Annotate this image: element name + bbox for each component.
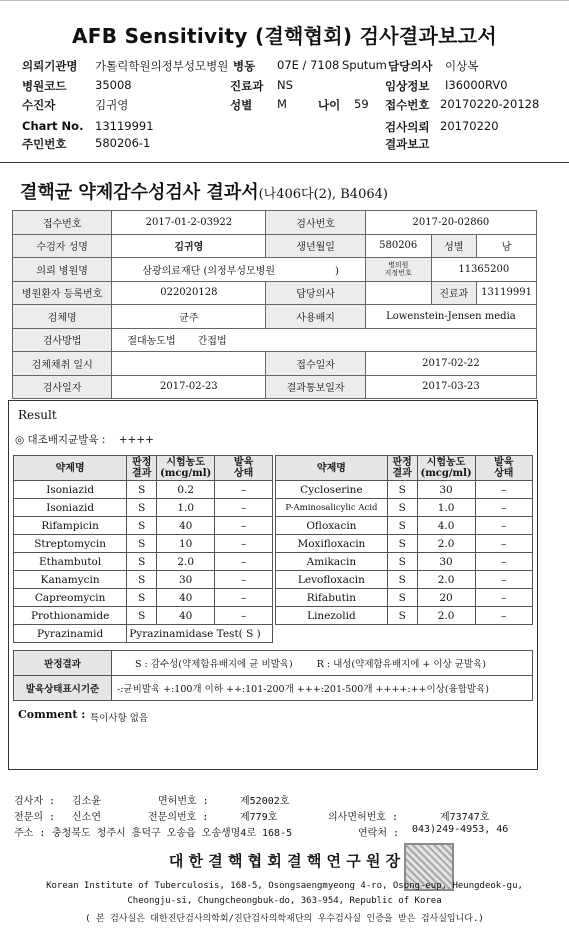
growth-state: – xyxy=(475,535,532,553)
table-row xyxy=(14,499,273,517)
table-row xyxy=(276,499,533,517)
col-growth xyxy=(215,456,273,481)
tester-label: 검사자 : xyxy=(14,796,56,807)
judge-result: S xyxy=(387,589,417,607)
reg-no-label: 병원환자 등록번호 xyxy=(13,281,112,305)
sex-value: M xyxy=(277,97,287,111)
judge-result: S xyxy=(127,499,157,517)
growth-state: – xyxy=(215,481,273,499)
table-header-row xyxy=(276,456,533,481)
hospital-name: 삼광의료재단 (의정부성모병원 xyxy=(142,265,275,277)
doctor-label: 담당의사 xyxy=(388,59,433,73)
phone-label: 연락처 : xyxy=(358,828,400,839)
table-row xyxy=(13,375,537,399)
notify-date-value: 2017-03-23 xyxy=(365,375,536,399)
judge-result: S xyxy=(127,535,157,553)
table-row xyxy=(13,281,537,305)
license-label: 면허번호 : xyxy=(158,796,209,807)
phone-value: 043)249-4953, 46 xyxy=(412,824,509,835)
col-judge-2: 결과 xyxy=(132,468,152,479)
table-row xyxy=(276,553,533,571)
growth-state: – xyxy=(475,589,532,607)
comment-label: Comment : xyxy=(18,708,86,721)
patient-label: 수진자 xyxy=(22,98,56,112)
growth-state: – xyxy=(215,607,273,625)
report-subtitle: (나406다(2), B4064) xyxy=(258,187,388,202)
judge-result: S xyxy=(127,481,157,499)
expert-no-value: 제779호 xyxy=(240,812,278,823)
table-row xyxy=(276,517,533,535)
tester-value: 김소윤 xyxy=(72,796,101,807)
notify-date-label: 결과통보일자 xyxy=(266,375,365,399)
drug-name: Isoniazid xyxy=(14,499,127,517)
growth-state: – xyxy=(215,499,273,517)
inst-label: 의뢰기관명 xyxy=(22,59,78,73)
col-growth-2: 상태 xyxy=(494,468,514,479)
hospital-value xyxy=(112,258,366,282)
test-conc: 2.0 xyxy=(417,607,475,625)
table-row xyxy=(13,328,537,352)
test-conc: 20 xyxy=(417,589,475,607)
table-row xyxy=(276,571,533,589)
table-row xyxy=(14,589,273,607)
hospital-paren: ) xyxy=(335,265,339,277)
address-label: 주소 : xyxy=(14,828,46,839)
judge-result: S xyxy=(387,607,417,625)
result-label: Result xyxy=(18,408,57,422)
table-header-row xyxy=(14,456,273,481)
method-label: 검사방법 xyxy=(13,328,112,352)
growth-state: – xyxy=(215,517,273,535)
test-conc: 30 xyxy=(417,481,475,499)
test-conc: 2.0 xyxy=(417,535,475,553)
drug-name: Amikacin xyxy=(276,553,388,571)
col-conc xyxy=(157,456,215,481)
chart-label: Chart No. xyxy=(22,119,84,133)
growth-state: – xyxy=(475,553,532,571)
md-no-value: 제73747호 xyxy=(440,812,490,823)
org-address-en-2: Cheongju-si, Chungcheongbuk-do, 363-954, Republic of Korea xyxy=(127,896,442,906)
ward-value: 07E / 7108 xyxy=(277,58,340,72)
pza-label: Pyrazinamid xyxy=(14,625,127,643)
patient-value: 김귀영 xyxy=(95,98,129,112)
judge-result: S xyxy=(127,553,157,571)
judge-result: S xyxy=(127,517,157,535)
judge-result: S xyxy=(127,589,157,607)
control-growth-label: ◎ 대조배지균발육 : xyxy=(15,434,106,446)
rrn-label: 주민번호 xyxy=(22,137,67,151)
growth-state: – xyxy=(475,571,532,589)
table-row xyxy=(14,651,533,676)
recv-label: 접수번호 xyxy=(385,98,430,112)
judge-result: S xyxy=(387,481,417,499)
test-conc: 4.0 xyxy=(417,517,475,535)
reg-no-value: 022020128 xyxy=(112,281,266,305)
comment-value: 특이사항 없음 xyxy=(90,713,149,724)
patient-info-table xyxy=(12,210,537,399)
growth-std-value: -:균비발육 +:100개 이하 ++:101-200개 +++:201-500개 ++++:++이상(융합발육) xyxy=(112,676,533,701)
method-value xyxy=(112,328,537,352)
drug-name: P-Aminosalicylic Acid xyxy=(276,499,388,517)
report-title xyxy=(20,178,388,204)
dept2-value: 13119991 xyxy=(477,281,537,305)
specimen-value: Sputum xyxy=(342,58,387,72)
media-label: 사용배지 xyxy=(266,305,365,329)
col-conc-2: (mcg/ml) xyxy=(160,468,212,479)
pza-value: Pyrazinamidase Test( S ) xyxy=(127,625,273,643)
req-date-value: 20170220 xyxy=(440,119,499,133)
page-top-border xyxy=(0,0,569,1)
col-drug: 약제명 xyxy=(276,456,388,481)
drug-name: Capreomycin xyxy=(14,589,127,607)
specimen-name: 균주 xyxy=(112,305,266,329)
sex-label: 성별 xyxy=(230,98,253,112)
judge-result: S xyxy=(387,499,417,517)
ward-label: 병동 xyxy=(233,59,256,73)
clin-label: 임상정보 xyxy=(385,79,430,93)
designation-label-2: 지정번호 xyxy=(384,269,412,278)
hosp-code-value: 35008 xyxy=(95,78,132,92)
recv-value: 20170220-20128 xyxy=(440,97,540,111)
drug-name: Linezolid xyxy=(276,607,388,625)
judge-result: S xyxy=(387,517,417,535)
hosp-code-label: 병원코드 xyxy=(22,79,67,93)
report-title-text: 결핵균 약제감수성검사 결과서 xyxy=(20,182,259,203)
dept-label: 진료과 xyxy=(230,79,264,93)
judge-value xyxy=(112,651,533,676)
expert-label: 전문의 : xyxy=(14,812,56,823)
control-growth-value: ++++ xyxy=(118,434,154,446)
growth-std-label: 발육상태표시기준 xyxy=(14,676,112,701)
left-rows xyxy=(14,481,273,625)
test-conc: 2.0 xyxy=(417,571,475,589)
req-date-label: 검사의뢰 xyxy=(385,120,430,134)
table-row xyxy=(14,553,273,571)
growth-state: – xyxy=(475,517,532,535)
method-b: 간접법 xyxy=(197,336,227,348)
scan-divider xyxy=(0,162,569,163)
col-drug: 약제명 xyxy=(14,456,127,481)
table-row xyxy=(276,589,533,607)
table-row xyxy=(13,211,537,235)
table-row xyxy=(13,352,537,376)
judge-label: 판정결과 xyxy=(14,651,112,676)
media-value: Lowenstein-Jensen media xyxy=(365,305,536,329)
growth-state: – xyxy=(475,481,532,499)
accept-date-label: 접수일자 xyxy=(266,352,365,376)
judge-result: S xyxy=(127,607,157,625)
col-conc xyxy=(417,456,475,481)
receipt-no-value: 2017-01-2-03922 xyxy=(112,211,266,235)
test-conc: 2.0 xyxy=(157,553,215,571)
test-conc: 40 xyxy=(157,589,215,607)
dept2-label: 진료과 xyxy=(431,281,476,305)
inst-value: 가톨릭학원의정부성모병원 xyxy=(95,59,229,73)
drug-name: Isoniazid xyxy=(14,481,127,499)
col-growth-1: 발육 xyxy=(494,457,514,468)
col-growth-1: 발육 xyxy=(233,457,254,468)
drug-name: Prothionamide xyxy=(14,607,127,625)
legend-table xyxy=(13,650,533,701)
col-conc-1: 시험농도 xyxy=(166,457,205,468)
growth-state: – xyxy=(475,607,532,625)
col-judge-1: 판정 xyxy=(132,457,152,468)
test-no-value: 2017-20-02860 xyxy=(365,211,536,235)
test-conc: 30 xyxy=(417,553,475,571)
attending-value xyxy=(365,281,431,305)
col-judge xyxy=(127,456,157,481)
col-judge-2: 결과 xyxy=(392,468,412,479)
drug-name: Levofloxacin xyxy=(276,571,388,589)
age-label: 나이 xyxy=(318,98,341,112)
col-growth xyxy=(475,456,532,481)
table-row xyxy=(13,305,537,329)
test-conc: 0.2 xyxy=(157,481,215,499)
table-row xyxy=(13,258,537,282)
test-conc: 40 xyxy=(157,607,215,625)
test-conc: 10 xyxy=(157,535,215,553)
growth-state: – xyxy=(215,571,273,589)
col-judge-1: 판정 xyxy=(392,457,412,468)
designation-label xyxy=(365,258,431,282)
result-table-left xyxy=(13,455,273,643)
certification-note: ( 본 검사실은 대한진단검사의학회/진단검사의학재단의 우수검사실 인증을 받은 검사실입니다.) xyxy=(85,914,484,924)
table-row xyxy=(13,234,537,258)
report-label: 결과보고 xyxy=(385,137,430,151)
accept-date-value: 2017-02-22 xyxy=(365,352,536,376)
judge-result: S xyxy=(387,571,417,589)
table-row xyxy=(14,607,273,625)
collect-value xyxy=(112,352,266,376)
doctor-value: 이상복 xyxy=(445,59,479,73)
table-row xyxy=(276,607,533,625)
gender-value: 남 xyxy=(477,234,537,258)
result-table-right xyxy=(275,455,533,625)
collect-label: 검체채취 일시 xyxy=(13,352,112,376)
drug-name: Rifabutin xyxy=(276,589,388,607)
table-row xyxy=(14,535,273,553)
growth-state: – xyxy=(475,499,532,517)
drug-name: Ofloxacin xyxy=(276,517,388,535)
control-growth xyxy=(15,432,154,447)
growth-state: – xyxy=(215,553,273,571)
table-row xyxy=(14,676,533,701)
chart-value: 13119991 xyxy=(95,119,154,133)
designation-label-1: 병의원 xyxy=(388,261,409,270)
growth-state: – xyxy=(215,589,273,607)
dob-label: 생년월일 xyxy=(266,234,365,258)
test-conc: 1.0 xyxy=(417,499,475,517)
drug-name: Kanamycin xyxy=(14,571,127,589)
specimen-label: 검체명 xyxy=(13,305,112,329)
expert-value: 신소연 xyxy=(72,812,101,823)
judge-result: S xyxy=(127,571,157,589)
test-date-value: 2017-02-23 xyxy=(112,375,266,399)
drug-name: Ethambutol xyxy=(14,553,127,571)
gender-label: 성별 xyxy=(431,234,476,258)
table-row xyxy=(14,481,273,499)
designation-value: 11365200 xyxy=(431,258,536,282)
receipt-no-label: 접수번호 xyxy=(13,211,112,235)
address-value: 충청북도 청주시 흥덕구 오송읍 오송생명4로 168-5 xyxy=(52,828,293,839)
judge-result: S xyxy=(387,553,417,571)
md-no-label: 의사면허번호 : xyxy=(328,812,399,823)
table-row xyxy=(276,535,533,553)
table-row xyxy=(14,571,273,589)
expert-no-label: 전문의번호 : xyxy=(148,812,209,823)
name-label: 수검자 성명 xyxy=(13,234,112,258)
judge-s: S : 감수성(약제함유배지에 균 비발육) xyxy=(135,659,293,670)
clin-value: I36000RV0 xyxy=(445,78,508,92)
test-no-label: 검사번호 xyxy=(266,211,365,235)
age-value: 59 xyxy=(354,97,369,111)
rrn-value: 580206-1 xyxy=(95,136,151,150)
test-conc: 40 xyxy=(157,517,215,535)
dob-value: 580206 xyxy=(365,234,431,258)
drug-name: Rifampicin xyxy=(14,517,127,535)
drug-name: Streptomycin xyxy=(14,535,127,553)
method-a: 절대농도법 xyxy=(127,336,176,348)
test-date-label: 검사일자 xyxy=(13,375,112,399)
drug-name: Moxifloxacin xyxy=(276,535,388,553)
dept-value: NS xyxy=(277,78,293,92)
col-conc-1: 시험농도 xyxy=(426,457,466,468)
col-conc-2: (mcg/ml) xyxy=(420,468,472,479)
table-row xyxy=(14,517,273,535)
judge-result: S xyxy=(387,535,417,553)
test-conc: 30 xyxy=(157,571,215,589)
drug-name: Cycloserine xyxy=(276,481,388,499)
hospital-label: 의뢰 병원명 xyxy=(13,258,112,282)
license-value: 제52002호 xyxy=(240,796,290,807)
col-judge xyxy=(387,456,417,481)
table-row xyxy=(276,481,533,499)
org-name-ko: 대 한 결 핵 협 회 결 핵 연 구 원 장 xyxy=(168,852,401,870)
test-conc: 1.0 xyxy=(157,499,215,517)
name-value: 김귀영 xyxy=(112,234,266,258)
pza-row xyxy=(14,625,273,643)
judge-r: R : 내성(약제함유배지에 + 이상 균발육) xyxy=(316,659,486,670)
page-title: AFB Sensitivity (결핵협회) 검사결과보고서 xyxy=(72,24,497,48)
attending-label: 담당의사 xyxy=(266,281,365,305)
org-address-en-1: Korean Institute of Tuberculosis, 168-5, Osongsaengmyeong 4-ro, Osong-eup, Heungdeok-gu, xyxy=(46,881,523,891)
right-rows xyxy=(276,481,533,625)
col-growth-2: 상태 xyxy=(233,468,254,479)
growth-state: – xyxy=(215,535,273,553)
